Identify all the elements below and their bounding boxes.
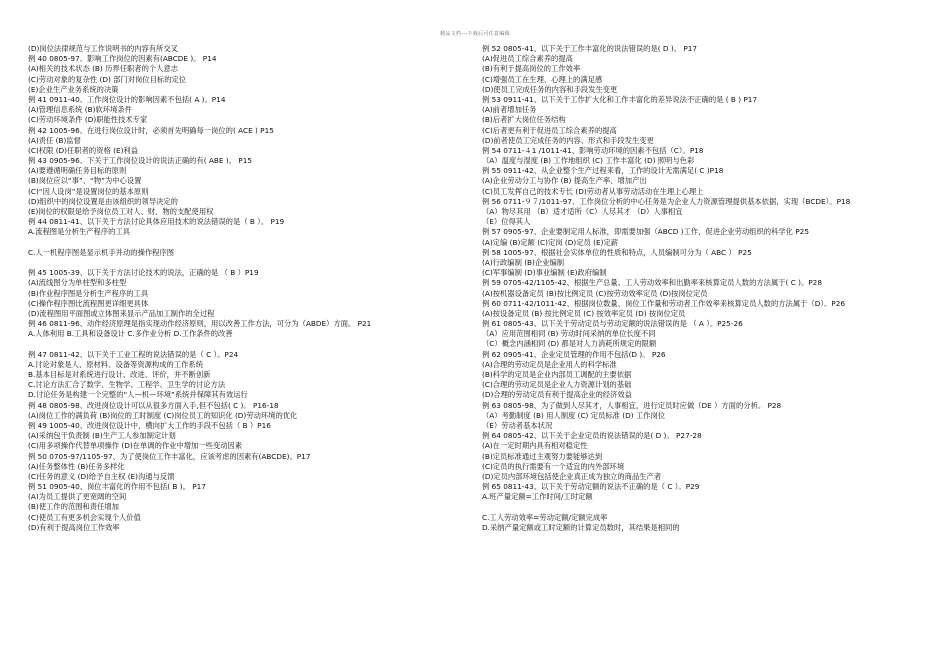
right-text-line: 例 57 0905-97、企业要制定用人标准，即需要加强（ABCD )工作，促进企业劳动组织的科学化 P25: [482, 227, 809, 237]
right-text-line: 例 53 0911-41、以下关于工作扩大化和工作丰富化的差异说法不正确的是 ( B ) P17: [482, 94, 758, 104]
left-text-line: 例 48 0805-98、改进岗位设计可以从很多方面入手,但不包括( C )。 P16-18: [28, 400, 279, 410]
right-text-line: (C)军事编制 (D)事业编制 (E)政府编制: [482, 268, 607, 278]
left-text-line: [28, 339, 468, 349]
right-text-line: (B)有利于提高岗位的工作效率: [482, 64, 581, 74]
left-text-line: 例 42 1005-96、在进行岗位设计时，必须首先明确每一岗位的( ACE ) P15: [28, 125, 274, 135]
right-text-line: 例 58 1005-97、根据社会实体单位的性质和特点，人员编制可分为（ ABC ） P25: [482, 247, 752, 257]
left-text-line: (A)任务整体性 (B)任务多样化: [28, 461, 125, 471]
right-text-line: (B)定员标准通过主观努力要能够达到: [482, 451, 603, 461]
right-text-line: （E）劳动者基本状况: [482, 420, 553, 430]
left-text-line: (D)岗位法律规范与工作说明书的内容有所交叉: [28, 44, 178, 53]
right-text-line: [482, 502, 922, 512]
left-text-line: 例 49 1005-40、改进岗位设计中，横向扩大工作的手段不包括（ B ）P16: [28, 420, 271, 430]
right-text-line: (A)定编 (B)定额 (C)定岗 (D)定员 (E)定薪: [482, 237, 619, 247]
right-text-line: (C)员工发挥自己的技术专长 (D)劳动者从事劳动活动在生理上心理上: [482, 186, 704, 196]
left-text-line: (E)企业生产业务系统的决策: [28, 84, 119, 94]
left-text-line: (D)有利于提高岗位工作效率: [28, 522, 120, 532]
left-column: [28, 44, 468, 533]
left-text-line: (C)任务的意义 (D)给予自主权 (E)沟通与反馈: [28, 471, 175, 481]
right-text-line: A.班产量定额=工作时间/工时定额: [482, 492, 593, 502]
left-text-line: (B)作业程序图是分析生产程序的工具: [28, 288, 149, 298]
right-text-line: 例 62 0905-41、企业定员管理的作用不包括(D )。 P26: [482, 349, 666, 359]
left-text-line: (C)权限 (D)任职者的资格 (E)利益: [28, 145, 139, 155]
right-text-line: (D)前者使员工完成任务的内容、形式和手段发生变更: [482, 135, 654, 145]
right-text-line: 例 60 0711-42/1011-42、根据岗位数量、岗位工作量和劳动者工作效率来核算定员人数的方法属于（D）。P26: [482, 298, 845, 308]
right-text-line: (B)科学的定员是企业内部员工调配的主要依据: [482, 370, 632, 379]
left-text-line: (C)用多项操作代替单项操作 (D)在单调的作业中增加一些变动因素: [28, 441, 243, 451]
left-text-line: (E)岗位的权限是给予岗位员工对人、财、物的支配使用权: [28, 207, 214, 216]
left-text-line: 例 46 0811-96、动作经济原理是指实现动作经济原则，用以改善工作方法，可分为（ABDE）方面。 P21: [28, 319, 372, 329]
right-text-line: （A）应用范围相同 (B) 劳动时间采纳的单位长度不同: [482, 329, 656, 339]
right-text-line: (D)定员内部环境包括使企业真正成为独立的商品生产者: [482, 471, 662, 481]
right-text-line: (D)使员工完成任务的内容和手段发生变更: [482, 84, 618, 94]
right-text-line: (A)企业劳动分工与协作 (B) 提高生产率、增加产出: [482, 176, 647, 186]
right-column: [482, 44, 922, 533]
right-text-line: 例 63 0805-98、为了做到人尽其才，人事相宜，进行定员时应做（DE ）方面的分析。 P28: [482, 400, 782, 410]
right-text-line: （A）温度与湿度 (B) 工作地组织 (C) 工作丰富化 (D) 照明与色彩: [482, 156, 695, 166]
right-text-line: 例 64 0805-42、以下关于企业定员的说法错误的是( D )。 P27-28: [482, 431, 702, 441]
right-text-line: （C）概念内涵相同 (D) 都是对人力消耗所规定的限额: [482, 339, 657, 349]
left-text-line: B.基本目标是对系统进行设计、改进、评价，并不断创新: [28, 370, 211, 379]
right-text-line: (A)按机器设备定员 (B)按比例定员 (C)按劳动效率定员 (D)按岗位定员: [482, 288, 708, 298]
right-text-line: (C)增强员工在生理、心理上的满足感: [482, 74, 603, 84]
right-text-line: 例 54 0711-４1 /1011-41、影响劳动环境的因素不包括（C）。P18: [482, 145, 704, 155]
left-text-line: 例 51 0905-40、岗位丰富化的作用不包括( B )。 P17: [28, 482, 206, 492]
right-text-line: （A）考勤制度 (B) 用人制度 (C) 定员标准 (D) 工作岗位: [482, 410, 666, 420]
left-text-line: (C)操作程序图比流程图更详细更具体: [28, 298, 149, 308]
left-text-line: 例 50 0705-97/1105-97、为了使岗位工作丰富化，应该考虑的因素有(ABCDE)。P17: [28, 451, 311, 461]
right-text-line: (C)后者更有利于促进员工综合素养的提高: [482, 125, 617, 135]
left-text-line: 例 44 0811-41、以下关于方法讨论具体应用技术的说法错误的是（ B ）。 P19: [28, 217, 285, 227]
left-text-line: (A)责任 (B)监督: [28, 135, 81, 145]
left-text-line: (C)使员工有更多机会实现个人价值: [28, 512, 141, 522]
left-text-line: (D)组织中的岗位设置是由该组织的领导决定的: [28, 196, 178, 206]
page-header: 精品文档---下载后可任意编辑: [440, 31, 510, 37]
left-text-line: (C)劳动对象的复杂性 (D) 部门对岗位目标的定位: [28, 74, 187, 84]
left-text-line: A.讨论对象是人、原材料、设备等资源构成的工作系统: [28, 359, 204, 369]
left-text-line: (A)要遵循明确任务目标的原则: [28, 166, 127, 176]
right-text-line: (A)前者增加任务: [482, 105, 537, 115]
left-text-line: 例 47 0811-42、以下关于工业工程的说法错误的是（ C ）。P24: [28, 349, 239, 359]
left-text-line: 例 45 1005-39、以下关于方法讨论技术的说法，正确的是 （ B ）P19: [28, 268, 259, 278]
right-text-line: (A)在一定时期内具有相对稳定性: [482, 441, 588, 451]
left-text-line: (A)采纳包干负责制 (B)生产工人参加制定计划: [28, 431, 176, 441]
left-text-line: [28, 258, 468, 268]
right-text-line: 例 61 0805-43、以下关于劳动定员与劳动定额的说法错误的是 （ A ）。P25-26: [482, 319, 743, 329]
right-text-line: (A)按设备定员 (B) 按比例定员 (C) 按效率定员 (D) 按岗位定员: [482, 308, 686, 318]
right-text-line: (B)后者扩大岗位任务结构: [482, 115, 566, 125]
right-text-line: (D)合理的劳动定员有利于提高企业的经济效益: [482, 390, 632, 400]
right-text-line: C.工人劳动效率=劳动定额/定额完成率: [482, 512, 608, 522]
left-text-line: 例 41 0911-40、工作岗位设计的影响因素不包括( A )。P14: [28, 94, 226, 104]
left-text-line: (D)流程图用平面图或立体图来显示产品加工制作的全过程: [28, 308, 215, 318]
right-text-line: 例 56 0711-９７/1011-97、工作岗位分析的中心任务是为企业人力资源管理提供基本依据，实现（BCDE）。P18: [482, 196, 851, 206]
left-text-line: [28, 238, 468, 248]
left-text-line: (B)岗位应以“事”、“物”为中心设置: [28, 176, 142, 186]
left-text-line: (C)“因人设岗”是设置岗位的基本原则: [28, 186, 149, 196]
left-text-line: (A)流线图分为单柱型和多柱型: [28, 278, 127, 288]
right-text-line: (C)定员的执行需要有一个适宜的内外部环境: [482, 461, 625, 471]
left-text-line: C.人一机程序图是显示机手并动的操作程序图: [28, 247, 175, 257]
right-text-line: (C)合理的劳动定员是企业人力资源计划的基础: [482, 380, 632, 390]
left-text-line: (A)相关的技术状态 (B) 历界任职者的个人意志: [28, 64, 179, 74]
left-text-line: (A)管理信息系统 (B)软环境条件: [28, 105, 132, 115]
right-text-line: (A)促进员工综合素养的提高: [482, 54, 573, 64]
left-text-line: (A)为员工提供了更宽阔的空间: [28, 492, 127, 502]
left-text-line: (A)岗位工作的满负荷 (B)岗位的工时制度 (C)岗位员工的知识化 (D)劳动环境的优化: [28, 410, 298, 420]
right-text-line: （A）物尽其用 （B）适才适所（C）人尽其才 （D）人事相宜: [482, 207, 683, 216]
left-text-line: 例 40 0805-97、影响工作岗位的因素有(ABCDE )。 P14: [28, 54, 217, 64]
right-text-line: (A)合理的劳动定员是企业用人的科学标准: [482, 359, 617, 369]
right-text-line: 例 59 0705-42/1105-42、根据生产总量、工人劳动效率和出勤率来核算定员人数的方法属于( C )。P28: [482, 278, 822, 288]
left-text-line: 例 43 0905-96、下关于工作岗位设计的说法正确的有( ABE )。 P15: [28, 156, 252, 166]
left-text-line: C.讨论方法汇合了数学、生物学、工程学、卫生学的讨论方法: [28, 380, 226, 390]
left-text-line: A.流程图是分析生产程序的工具: [28, 227, 131, 237]
right-text-line: (A)行政编制 (B)企业编制: [482, 257, 565, 267]
left-text-line: (C)劳动环境条件 (D)职能性技术专家: [28, 115, 148, 125]
left-text-line: (B)使工作的范围和责任增加: [28, 502, 119, 512]
right-text-line: 例 55 0911-42、从企业整个生产过程来看，工作的设计无需满足( C )P18: [482, 166, 724, 176]
left-text-line: A.人体利用 B.工具和设备设计 C.多作业分析 D.工作条件的改善: [28, 329, 233, 339]
left-text-line: D.讨论任务是构建一个完整的“人—机—环境”系统并保障其有效运行: [28, 390, 248, 400]
right-text-line: 例 65 0811-43、以下关于劳动定额的说法不正确的是（ C ）。P29: [482, 482, 700, 492]
right-text-line: （E）位得其人: [482, 217, 531, 227]
right-text-line: D.采纳产量定额或工时定额的计算定员数时，其结果是相同的: [482, 522, 680, 532]
right-text-line: 例 52 0805-41、以下关于工作丰富化的说法错误的是( D )。 P17: [482, 44, 698, 53]
